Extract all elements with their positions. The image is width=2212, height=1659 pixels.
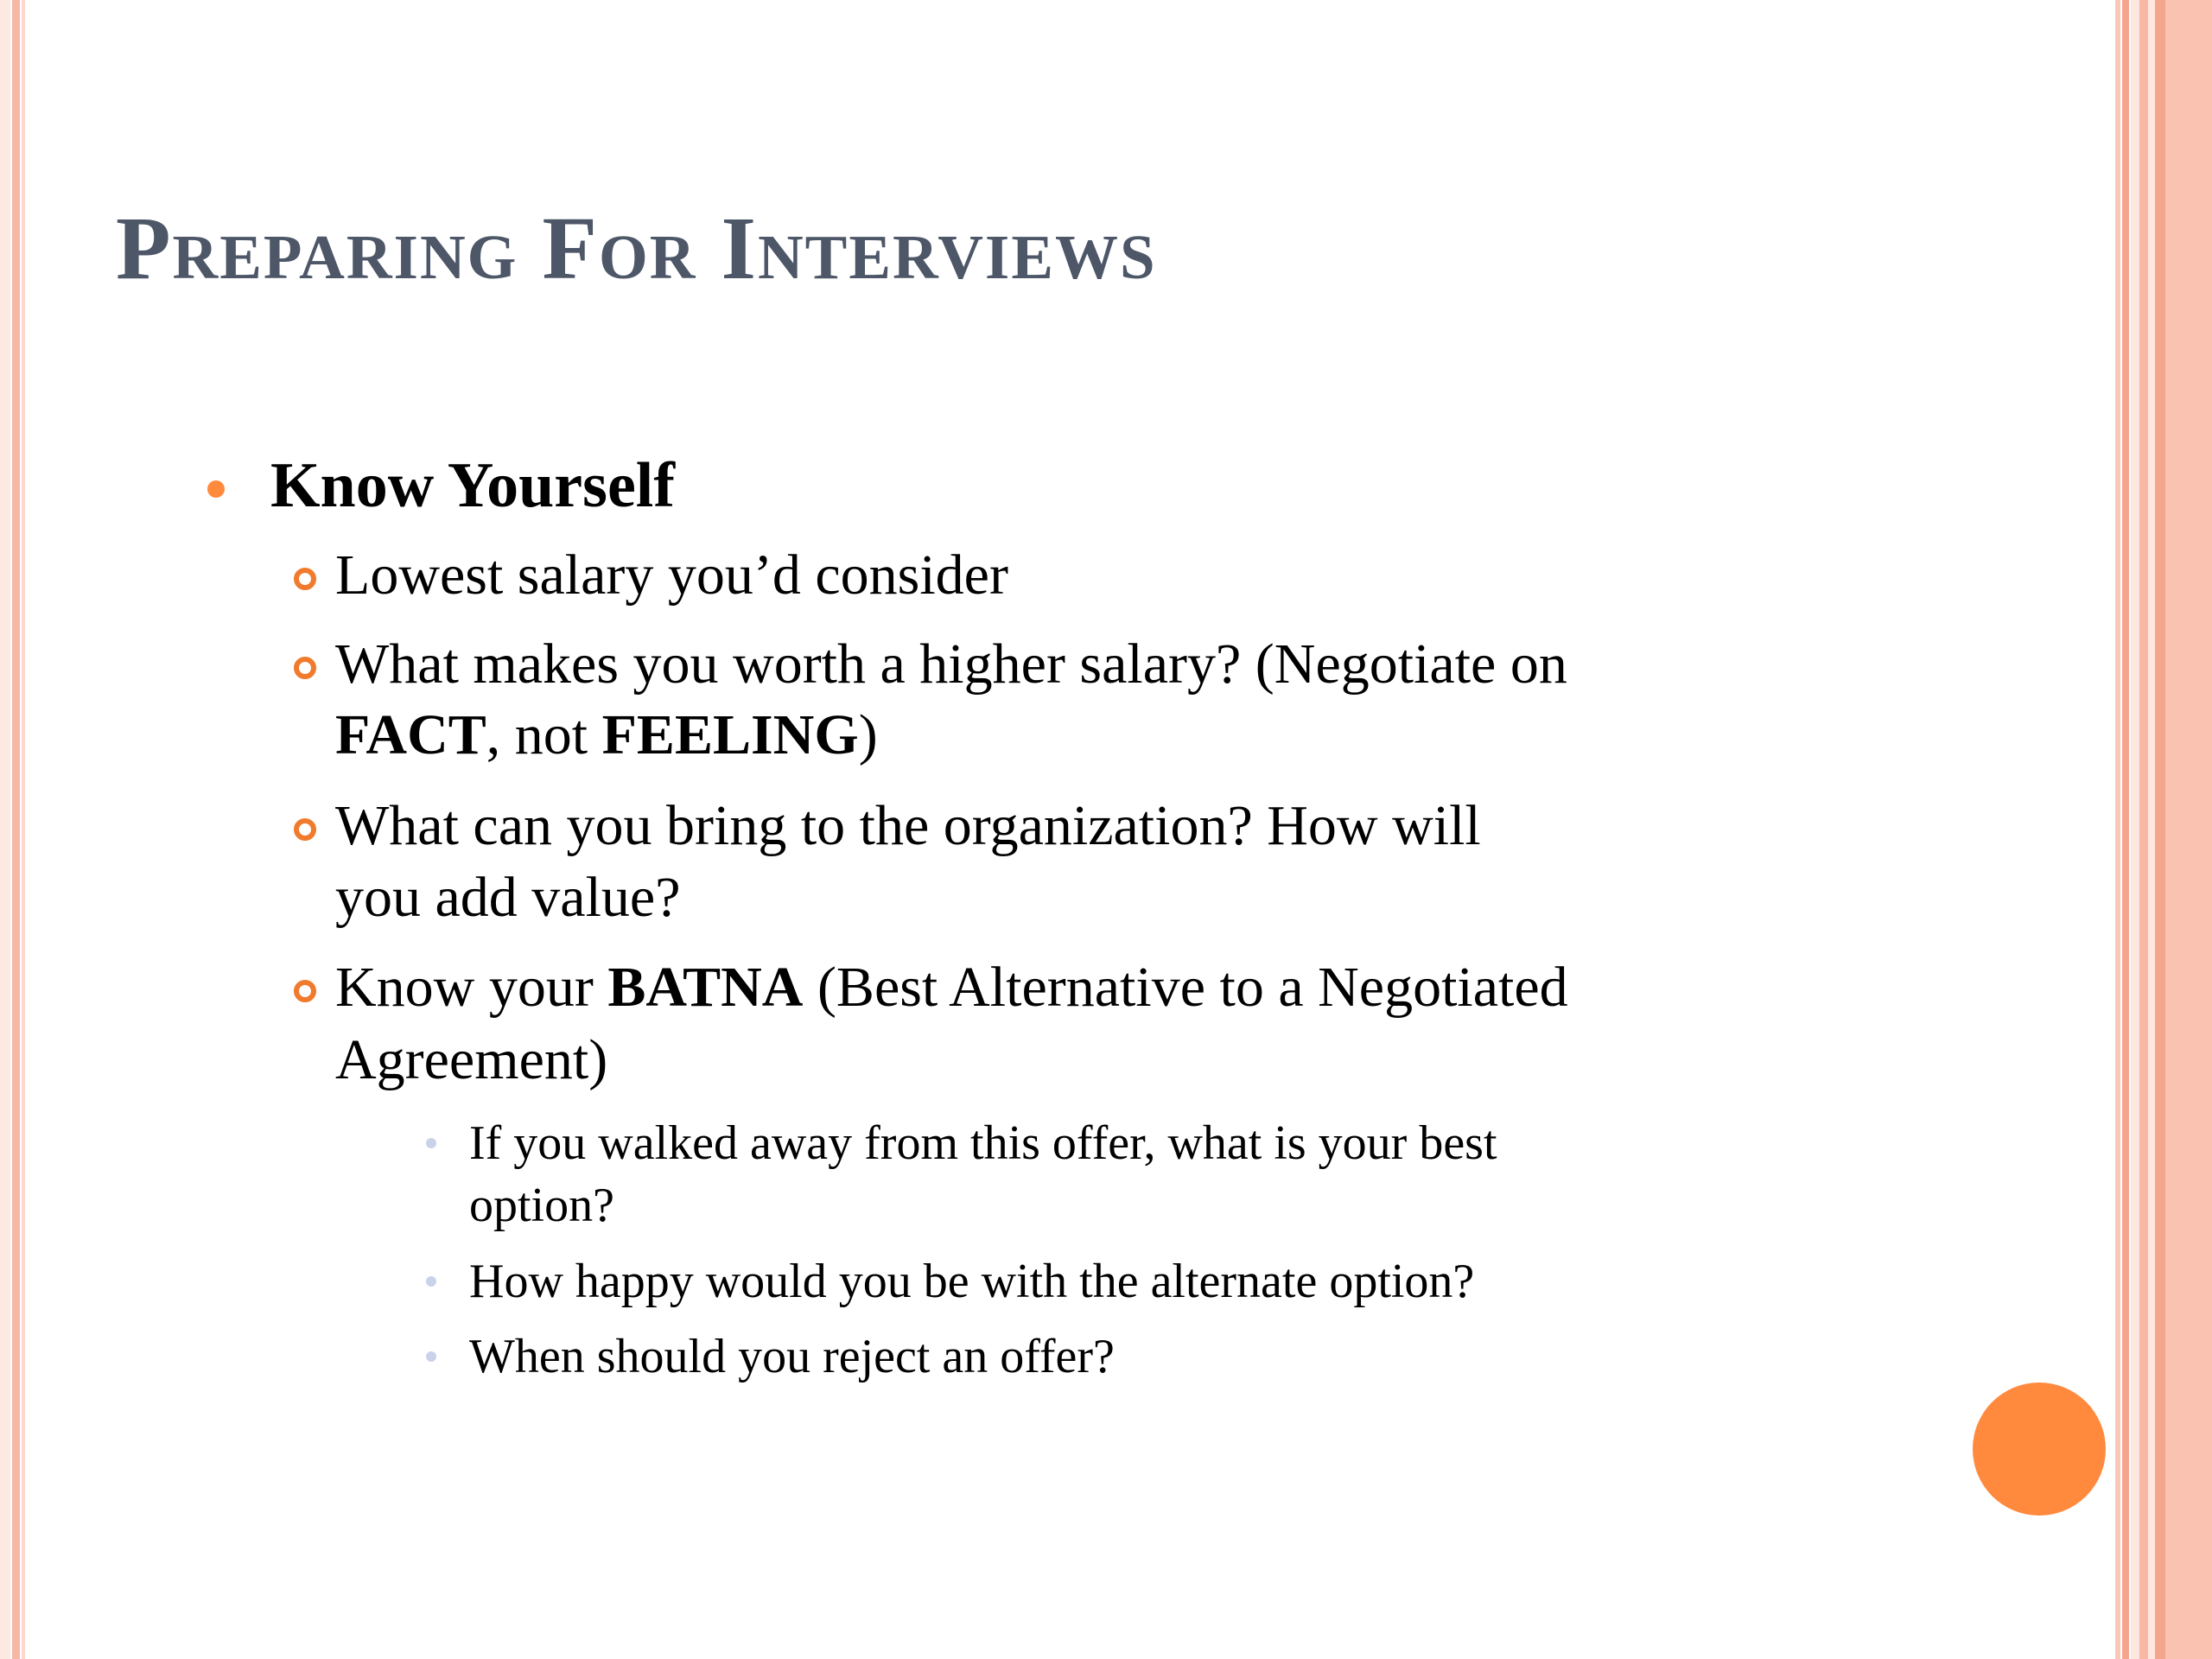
sub-bullet-lowest-salary: Lowest salary you’d consider (335, 543, 1008, 607)
bullet-ring-icon (294, 818, 316, 841)
emphasis-fact: FACT (335, 703, 486, 766)
sub-bullet-batna-line2: Agreement) (335, 1028, 608, 1091)
sub-sub-bullet-walked-away-line2: option? (469, 1179, 614, 1232)
text-close-paren: ) (858, 703, 878, 766)
bullet-small-dot-icon (426, 1276, 436, 1287)
sub-bullet-bring-line2: you add value? (335, 866, 681, 929)
sub-bullet-bring-line1: What can you bring to the organization? How will (335, 794, 1481, 857)
text-know-your: Know your (335, 956, 608, 1019)
emphasis-batna: BATNA (607, 956, 804, 1019)
bullet-small-dot-icon (426, 1138, 436, 1148)
sub-sub-bullet-how-happy: How happy would you be with the alternate option? (469, 1255, 1475, 1308)
sub-bullet-batna-line1 (335, 951, 1568, 1024)
text-batna-definition: (Best Alternative to a Negotiated (803, 956, 1568, 1019)
bullet-dot-icon (207, 480, 225, 498)
bullet-ring-icon (294, 657, 316, 679)
slide-title: Preparing For Interviews (116, 199, 1157, 298)
emphasis-feeling: FEELING (601, 703, 859, 766)
sub-sub-bullet-walked-away-line1: If you walked away from this offer, what is your best (469, 1116, 1497, 1170)
sub-bullet-worth-line2 (335, 699, 878, 772)
bullet-ring-icon (294, 568, 316, 590)
bullet-know-yourself: Know Yourself (270, 450, 675, 521)
sub-sub-bullet-reject-offer: When should you reject an offer? (469, 1330, 1115, 1383)
sub-bullet-worth-line1: What makes you worth a higher salary? (Negotiate on (335, 632, 1567, 696)
text-not: , not (486, 703, 602, 766)
bullet-ring-icon (294, 980, 316, 1002)
bullet-small-dot-icon (426, 1351, 436, 1362)
